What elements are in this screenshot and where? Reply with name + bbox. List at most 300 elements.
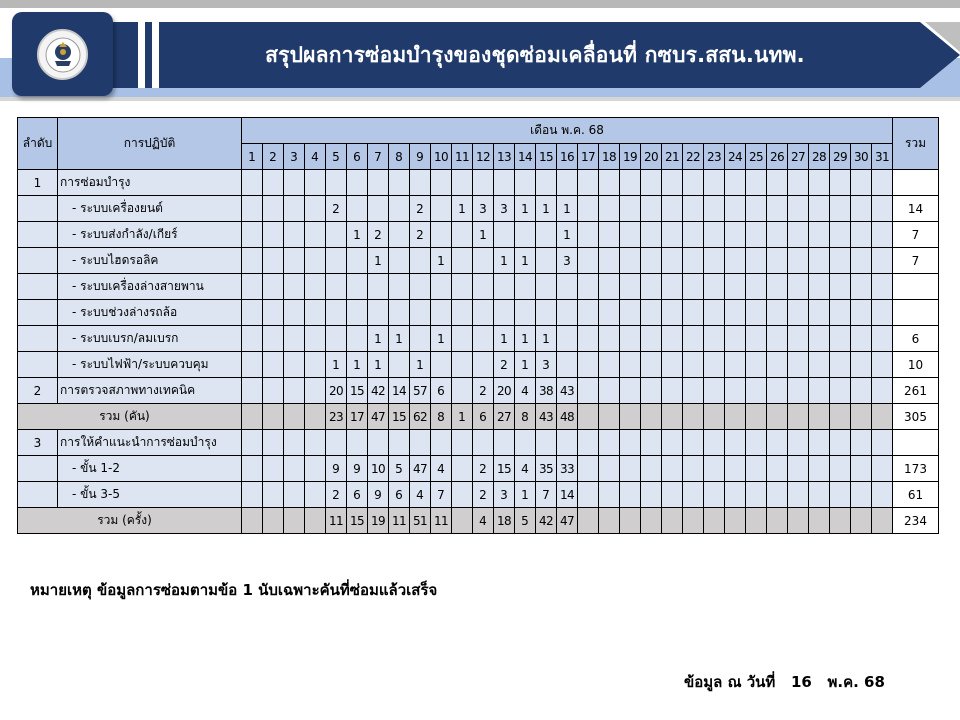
cell-day-7: 1: [368, 352, 389, 378]
row-total: 261: [893, 378, 939, 404]
cell-day-31: [872, 300, 893, 326]
cell-day-21: [662, 170, 683, 196]
cell-day-12: 2: [473, 482, 494, 508]
cell-day-27: [788, 352, 809, 378]
cell-day-9: 1: [410, 352, 431, 378]
cell-day-22: [683, 222, 704, 248]
cell-day-10: [431, 274, 452, 300]
header-day-25: 25: [746, 144, 767, 170]
cell-day-15: 35: [536, 456, 557, 482]
cell-day-8: [389, 274, 410, 300]
cell-day-8: [389, 196, 410, 222]
row-number: [18, 352, 58, 378]
cell-day-6: [347, 248, 368, 274]
header-total: รวม: [893, 118, 939, 170]
cell-day-27: [788, 378, 809, 404]
cell-day-9: 51: [410, 508, 431, 534]
cell-day-14: [515, 274, 536, 300]
summary-table: [17, 117, 939, 534]
header-day-27: 27: [788, 144, 809, 170]
cell-day-7: 47: [368, 404, 389, 430]
footer-day: 16: [790, 673, 812, 691]
row-total: [893, 274, 939, 300]
cell-day-12: [473, 170, 494, 196]
cell-day-18: [599, 222, 620, 248]
cell-day-2: [263, 196, 284, 222]
cell-day-30: [851, 456, 872, 482]
cell-day-4: [305, 248, 326, 274]
cell-day-20: [641, 326, 662, 352]
cell-day-26: [767, 430, 788, 456]
cell-day-14: 1: [515, 196, 536, 222]
cell-day-9: [410, 248, 431, 274]
cell-day-31: [872, 378, 893, 404]
cell-day-15: [536, 170, 557, 196]
cell-day-29: [830, 222, 851, 248]
cell-day-11: [452, 456, 473, 482]
cell-day-24: [725, 274, 746, 300]
cell-day-17: [578, 222, 599, 248]
cell-day-17: [578, 430, 599, 456]
cell-day-12: [473, 326, 494, 352]
cell-day-31: [872, 482, 893, 508]
cell-day-9: [410, 430, 431, 456]
cell-day-12: 2: [473, 456, 494, 482]
row-activity: - ระบบส่งกำลัง/เกียร์: [58, 222, 242, 248]
cell-day-19: [620, 326, 641, 352]
cell-day-19: [620, 430, 641, 456]
cell-day-21: [662, 404, 683, 430]
cell-day-1: [242, 196, 263, 222]
cell-day-10: [431, 300, 452, 326]
cell-day-14: 1: [515, 482, 536, 508]
cell-day-4: [305, 300, 326, 326]
cell-day-26: [767, 404, 788, 430]
cell-day-27: [788, 300, 809, 326]
cell-day-25: [746, 352, 767, 378]
cell-day-25: [746, 482, 767, 508]
row-activity: การตรวจสภาพทางเทคนิค: [58, 378, 242, 404]
cell-day-9: [410, 274, 431, 300]
cell-day-14: 4: [515, 456, 536, 482]
cell-day-17: [578, 326, 599, 352]
row-activity: การซ่อมบำรุง: [58, 170, 242, 196]
row-activity: - ขั้น 1-2: [58, 456, 242, 482]
cell-day-18: [599, 404, 620, 430]
cell-day-25: [746, 300, 767, 326]
cell-day-12: [473, 300, 494, 326]
cell-day-27: [788, 196, 809, 222]
cell-day-10: [431, 352, 452, 378]
cell-day-13: 1: [494, 326, 515, 352]
cell-day-28: [809, 274, 830, 300]
row-number: [18, 326, 58, 352]
row-activity: - ระบบเบรก/ลมเบรก: [58, 326, 242, 352]
cell-day-14: 1: [515, 352, 536, 378]
cell-day-20: [641, 482, 662, 508]
cell-day-6: 1: [347, 352, 368, 378]
cell-day-22: [683, 456, 704, 482]
cell-day-9: 62: [410, 404, 431, 430]
cell-day-31: [872, 404, 893, 430]
cell-day-30: [851, 430, 872, 456]
cell-day-30: [851, 196, 872, 222]
cell-day-10: 8: [431, 404, 452, 430]
cell-day-7: 1: [368, 326, 389, 352]
cell-day-5: 23: [326, 404, 347, 430]
top-edge: [0, 0, 960, 8]
cell-day-21: [662, 430, 683, 456]
cell-day-11: [452, 378, 473, 404]
cell-day-7: 42: [368, 378, 389, 404]
cell-day-9: 4: [410, 482, 431, 508]
cell-day-27: [788, 170, 809, 196]
cell-day-22: [683, 300, 704, 326]
table-row: [18, 222, 939, 248]
cell-day-26: [767, 300, 788, 326]
emblem-icon: [37, 29, 88, 80]
cell-day-25: [746, 430, 767, 456]
cell-day-29: [830, 378, 851, 404]
cell-day-28: [809, 170, 830, 196]
row-activity: - ขั้น 3-5: [58, 482, 242, 508]
cell-day-3: [284, 404, 305, 430]
cell-day-26: [767, 482, 788, 508]
header-day-4: 4: [305, 144, 326, 170]
note-text: หมายเหตุ ข้อมูลการซ่อมตามข้อ 1 นับเฉพาะคันที่ซ่อมแล้วเสร็จ: [30, 581, 438, 599]
cell-day-17: [578, 378, 599, 404]
cell-day-28: [809, 300, 830, 326]
cell-day-20: [641, 508, 662, 534]
cell-day-3: [284, 300, 305, 326]
cell-day-5: 9: [326, 456, 347, 482]
cell-day-28: [809, 352, 830, 378]
cell-day-4: [305, 482, 326, 508]
cell-day-29: [830, 508, 851, 534]
cell-day-16: [557, 430, 578, 456]
cell-day-21: [662, 378, 683, 404]
cell-day-31: [872, 196, 893, 222]
header-day-11: 11: [452, 144, 473, 170]
cell-day-12: [473, 352, 494, 378]
cell-day-29: [830, 456, 851, 482]
header-day-17: 17: [578, 144, 599, 170]
cell-day-14: [515, 222, 536, 248]
row-number: [18, 196, 58, 222]
cell-day-25: [746, 274, 767, 300]
cell-day-24: [725, 482, 746, 508]
cell-day-30: [851, 300, 872, 326]
cell-day-3: [284, 170, 305, 196]
cell-day-11: [452, 274, 473, 300]
cell-day-5: [326, 430, 347, 456]
cell-day-1: [242, 430, 263, 456]
cell-day-28: [809, 248, 830, 274]
cell-day-17: [578, 170, 599, 196]
cell-day-7: [368, 170, 389, 196]
cell-day-23: [704, 170, 725, 196]
cell-day-1: [242, 456, 263, 482]
cell-day-22: [683, 508, 704, 534]
cell-day-7: 1: [368, 248, 389, 274]
cell-day-13: 18: [494, 508, 515, 534]
cell-day-15: 38: [536, 378, 557, 404]
row-total: [893, 300, 939, 326]
header-day-30: 30: [851, 144, 872, 170]
cell-day-28: [809, 222, 830, 248]
header-day-13: 13: [494, 144, 515, 170]
cell-day-13: [494, 430, 515, 456]
header-day-8: 8: [389, 144, 410, 170]
table-row: [18, 300, 939, 326]
header-day-29: 29: [830, 144, 851, 170]
cell-day-23: [704, 508, 725, 534]
header-day-5: 5: [326, 144, 347, 170]
cell-day-9: 2: [410, 222, 431, 248]
cell-day-5: [326, 274, 347, 300]
cell-day-29: [830, 352, 851, 378]
cell-day-26: [767, 456, 788, 482]
cell-day-13: 27: [494, 404, 515, 430]
table-row: [18, 482, 939, 508]
cell-day-10: [431, 170, 452, 196]
cell-day-11: 1: [452, 196, 473, 222]
cell-day-29: [830, 482, 851, 508]
row-total: 6: [893, 326, 939, 352]
row-total: [893, 170, 939, 196]
cell-day-11: [452, 300, 473, 326]
page-title: สรุปผลการซ่อมบำรุงของชุดซ่อมเคลื่อนที่ กซบร.สสน.นทพ.: [265, 42, 805, 67]
cell-day-4: [305, 352, 326, 378]
cell-day-15: [536, 274, 557, 300]
cell-day-6: [347, 170, 368, 196]
cell-day-13: 2: [494, 352, 515, 378]
cell-day-30: [851, 404, 872, 430]
header-day-3: 3: [284, 144, 305, 170]
footer-prefix: ข้อมูล ณ วันที่: [684, 673, 776, 691]
table-row: [18, 404, 939, 430]
cell-day-19: [620, 196, 641, 222]
cell-day-23: [704, 274, 725, 300]
cell-day-23: [704, 300, 725, 326]
data-as-of: [684, 670, 885, 694]
cell-day-4: [305, 170, 326, 196]
cell-day-26: [767, 378, 788, 404]
cell-day-20: [641, 196, 662, 222]
row-total: 7: [893, 248, 939, 274]
cell-day-6: [347, 300, 368, 326]
cell-day-11: [452, 482, 473, 508]
cell-day-20: [641, 456, 662, 482]
cell-day-9: 2: [410, 196, 431, 222]
cell-day-28: [809, 196, 830, 222]
row-number: 1: [18, 170, 58, 196]
cell-day-23: [704, 248, 725, 274]
cell-day-15: 42: [536, 508, 557, 534]
cell-day-30: [851, 352, 872, 378]
cell-day-12: [473, 248, 494, 274]
cell-day-2: [263, 456, 284, 482]
row-number: [18, 248, 58, 274]
cell-day-17: [578, 352, 599, 378]
cell-day-8: 15: [389, 404, 410, 430]
cell-day-9: 47: [410, 456, 431, 482]
cell-day-12: 3: [473, 196, 494, 222]
summary-table-wrap: [17, 117, 939, 534]
cell-day-22: [683, 248, 704, 274]
cell-day-2: [263, 430, 284, 456]
cell-day-19: [620, 378, 641, 404]
cell-day-10: 1: [431, 326, 452, 352]
top-edge-white: [0, 8, 960, 20]
cell-day-22: [683, 352, 704, 378]
cell-day-15: 1: [536, 326, 557, 352]
cell-day-26: [767, 508, 788, 534]
cell-day-24: [725, 300, 746, 326]
cell-day-9: [410, 300, 431, 326]
cell-day-25: [746, 170, 767, 196]
cell-day-6: [347, 430, 368, 456]
cell-day-7: 19: [368, 508, 389, 534]
cell-day-16: [557, 170, 578, 196]
row-number: [18, 300, 58, 326]
cell-day-1: [242, 378, 263, 404]
header-activity: การปฏิบัติ: [58, 118, 242, 170]
row-number: 3: [18, 430, 58, 456]
cell-day-2: [263, 404, 284, 430]
cell-day-6: 9: [347, 456, 368, 482]
cell-day-27: [788, 326, 809, 352]
cell-day-19: [620, 274, 641, 300]
cell-day-14: 5: [515, 508, 536, 534]
cell-day-18: [599, 508, 620, 534]
table-row: [18, 326, 939, 352]
header-day-22: 22: [683, 144, 704, 170]
cell-day-24: [725, 170, 746, 196]
cell-day-22: [683, 378, 704, 404]
cell-day-1: [242, 352, 263, 378]
cell-day-10: 6: [431, 378, 452, 404]
cell-day-24: [725, 248, 746, 274]
cell-day-30: [851, 508, 872, 534]
cell-day-9: [410, 326, 431, 352]
cell-day-22: [683, 430, 704, 456]
emblem-graphic: [43, 35, 83, 75]
cell-day-29: [830, 430, 851, 456]
cell-day-12: [473, 430, 494, 456]
cell-day-17: [578, 456, 599, 482]
cell-day-3: [284, 430, 305, 456]
cell-day-27: [788, 222, 809, 248]
cell-day-28: [809, 430, 830, 456]
cell-day-30: [851, 170, 872, 196]
header-day-7: 7: [368, 144, 389, 170]
cell-day-28: [809, 404, 830, 430]
cell-day-3: [284, 274, 305, 300]
cell-day-25: [746, 378, 767, 404]
cell-day-11: [452, 170, 473, 196]
cell-day-31: [872, 248, 893, 274]
cell-day-1: [242, 300, 263, 326]
cell-day-8: [389, 222, 410, 248]
cell-day-3: [284, 352, 305, 378]
cell-day-1: [242, 170, 263, 196]
cell-day-17: [578, 196, 599, 222]
cell-day-23: [704, 378, 725, 404]
cell-day-24: [725, 326, 746, 352]
row-number: [18, 482, 58, 508]
header-day-16: 16: [557, 144, 578, 170]
cell-day-4: [305, 274, 326, 300]
cell-day-19: [620, 222, 641, 248]
row-total: 10: [893, 352, 939, 378]
cell-day-20: [641, 352, 662, 378]
cell-day-5: [326, 300, 347, 326]
header-day-6: 6: [347, 144, 368, 170]
cell-day-2: [263, 248, 284, 274]
cell-day-4: [305, 326, 326, 352]
row-number: [18, 222, 58, 248]
cell-day-6: [347, 196, 368, 222]
table-row: [18, 378, 939, 404]
cell-day-5: 11: [326, 508, 347, 534]
cell-day-29: [830, 300, 851, 326]
cell-day-21: [662, 274, 683, 300]
cell-day-31: [872, 170, 893, 196]
cell-day-21: [662, 222, 683, 248]
cell-day-7: 10: [368, 456, 389, 482]
cell-day-30: [851, 326, 872, 352]
cell-day-18: [599, 456, 620, 482]
header-day-2: 2: [263, 144, 284, 170]
cell-day-7: [368, 196, 389, 222]
cell-day-4: [305, 222, 326, 248]
cell-day-17: [578, 404, 599, 430]
header-day-26: 26: [767, 144, 788, 170]
cell-day-19: [620, 248, 641, 274]
table-row: [18, 508, 939, 534]
cell-day-15: 3: [536, 352, 557, 378]
header-row-month: [18, 118, 939, 144]
cell-day-12: 2: [473, 378, 494, 404]
cell-day-10: [431, 430, 452, 456]
cell-day-14: 8: [515, 404, 536, 430]
cell-day-25: [746, 404, 767, 430]
cell-day-13: 3: [494, 196, 515, 222]
row-activity: - ระบบช่วงล่างรถล้อ: [58, 300, 242, 326]
row-total: 14: [893, 196, 939, 222]
row-activity: - ระบบเครื่องยนต์: [58, 196, 242, 222]
row-total: [893, 430, 939, 456]
header-day-19: 19: [620, 144, 641, 170]
cell-day-18: [599, 170, 620, 196]
row-number: 2: [18, 378, 58, 404]
row-number: [18, 274, 58, 300]
logo-badge: [12, 12, 113, 96]
cell-day-18: [599, 352, 620, 378]
row-total: 173: [893, 456, 939, 482]
cell-day-8: [389, 170, 410, 196]
cell-day-20: [641, 300, 662, 326]
cell-day-6: 1: [347, 222, 368, 248]
cell-day-19: [620, 170, 641, 196]
cell-day-13: [494, 274, 515, 300]
cell-day-14: [515, 170, 536, 196]
cell-day-20: [641, 274, 662, 300]
cell-day-11: 1: [452, 404, 473, 430]
cell-day-10: 11: [431, 508, 452, 534]
table-row: [18, 430, 939, 456]
